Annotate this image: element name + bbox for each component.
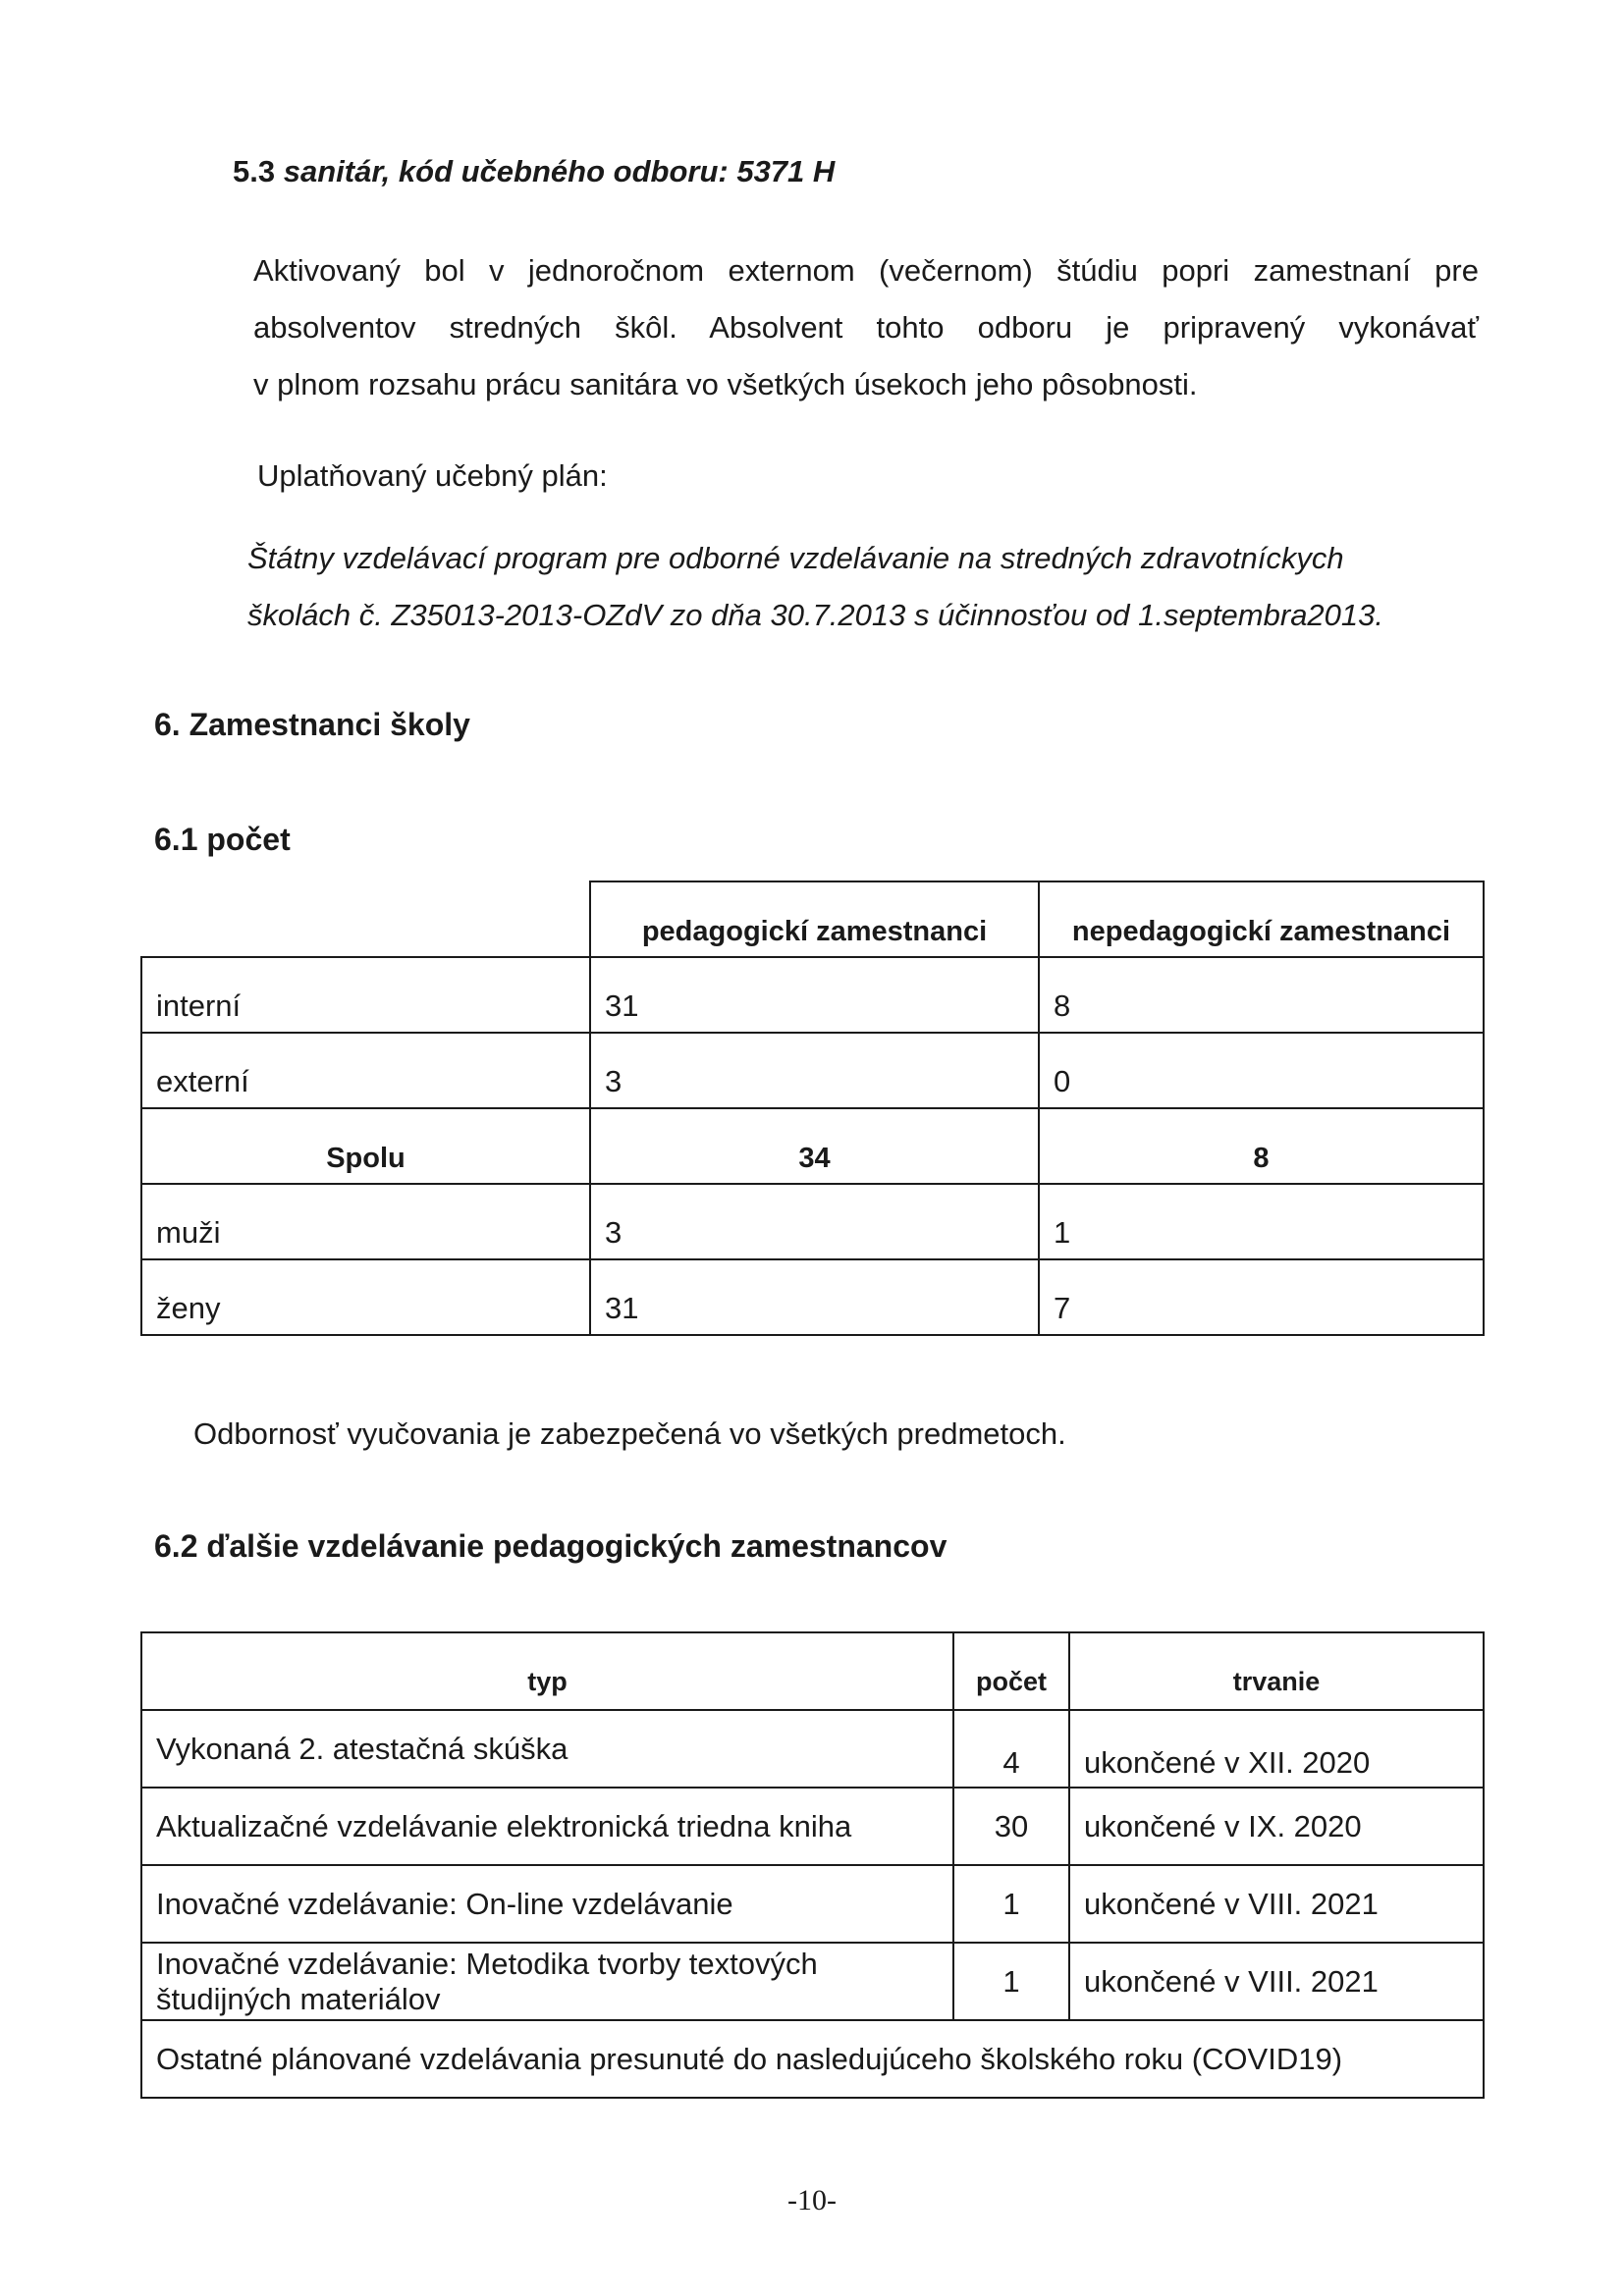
cell-type: Vykonaná 2. atestačná skúška <box>141 1710 953 1788</box>
cell-type-line-2: študijných materiálov <box>156 1981 441 2016</box>
paragraph-line-3: v plnom rozsahu prácu sanitára vo všetkých úsekoch jeho pôsobnosti. <box>253 367 1198 401</box>
section-6-2-heading: 6.2 ďalšie vzdelávanie pedagogických zamestnancov <box>154 1528 947 1564</box>
row-label: muži <box>141 1184 590 1259</box>
table-corner-cell <box>141 881 590 957</box>
plan-line-2: školách č. Z35013-2013-OZdV zo dňa 30.7.2013 s účinnosťou od 1.septembra2013. <box>247 598 1384 632</box>
table-row <box>141 1943 1484 2020</box>
section-6-1-note: Odbornosť vyučovania je zabezpečená vo všetkých predmetoch. <box>193 1416 1066 1451</box>
cell-duration: ukončené v VIII. 2021 <box>1069 1943 1484 2020</box>
cell-non-pedagogical: 8 <box>1039 957 1484 1033</box>
section-5-3-title: sanitár, kód učebného odboru: 5371 H <box>283 154 836 188</box>
header-type: typ <box>141 1632 953 1710</box>
section-5-3-number: 5.3 <box>233 154 276 188</box>
table-row <box>141 1033 1484 1108</box>
row-label: externí <box>141 1033 590 1108</box>
section-6-1-heading: 6.1 počet <box>154 822 291 857</box>
row-label: ženy <box>141 1259 590 1335</box>
cell-pedagogical-total: 34 <box>590 1108 1039 1184</box>
cell-duration: ukončené v IX. 2020 <box>1069 1788 1484 1865</box>
cell-duration: ukončené v XII. 2020 <box>1069 1710 1484 1788</box>
cell-pedagogical: 3 <box>590 1033 1039 1108</box>
training-table <box>140 1631 1485 2099</box>
row-label-total: Spolu <box>141 1108 590 1184</box>
header-duration: trvanie <box>1069 1632 1484 1710</box>
table-header-row <box>141 881 1484 957</box>
cell-pedagogical: 31 <box>590 957 1039 1033</box>
cell-pedagogical: 31 <box>590 1259 1039 1335</box>
plan-text <box>247 530 1483 644</box>
table-row <box>141 1865 1484 1943</box>
header-non-pedagogical: nepedagogickí zamestnanci <box>1039 881 1484 957</box>
cell-pedagogical: 3 <box>590 1184 1039 1259</box>
cell-type: Inovačné vzdelávanie: On-line vzdelávanie <box>141 1865 953 1943</box>
cell-duration: ukončené v VIII. 2021 <box>1069 1865 1484 1943</box>
plan-label: Uplatňovaný učebný plán: <box>257 458 608 493</box>
cell-type <box>141 1943 953 2020</box>
plan-line-1: Štátny vzdelávací program pre odborné vzdelávanie na stredných zdravotníckych <box>247 541 1344 575</box>
section-5-3-heading <box>233 154 835 189</box>
table-total-row <box>141 1108 1484 1184</box>
cell-footer-note: Ostatné plánované vzdelávania presunuté do nasledujúceho školského roku (COVID19) <box>141 2020 1484 2098</box>
cell-non-pedagogical: 0 <box>1039 1033 1484 1108</box>
cell-count: 30 <box>953 1788 1069 1865</box>
table-row <box>141 1710 1484 1788</box>
header-count: počet <box>953 1632 1069 1710</box>
table-row <box>141 1788 1484 1865</box>
cell-non-pedagogical: 1 <box>1039 1184 1484 1259</box>
table-row <box>141 1259 1484 1335</box>
table-footer-row <box>141 2020 1484 2098</box>
table-row <box>141 1184 1484 1259</box>
table-header-row <box>141 1632 1484 1710</box>
cell-type-line-1: Inovačné vzdelávanie: Metodika tvorby textových <box>156 1946 818 1981</box>
paragraph-line-1: Aktivovaný bol v jednoročnom externom (večernom) štúdiu popri zamestnaní pre <box>253 253 1479 288</box>
header-pedagogical: pedagogickí zamestnanci <box>590 881 1039 957</box>
cell-type: Aktualizačné vzdelávanie elektronická triedna kniha <box>141 1788 953 1865</box>
table-row <box>141 957 1484 1033</box>
section-6-heading: 6. Zamestnanci školy <box>154 707 470 742</box>
cell-non-pedagogical-total: 8 <box>1039 1108 1484 1184</box>
row-label: interní <box>141 957 590 1033</box>
staff-count-table <box>140 881 1485 1336</box>
section-5-3-paragraph <box>253 242 1479 413</box>
cell-count: 4 <box>953 1710 1069 1788</box>
page-number: -10- <box>787 2184 837 2216</box>
cell-non-pedagogical: 7 <box>1039 1259 1484 1335</box>
paragraph-line-2: absolventov stredných škôl. Absolvent tohto odboru je pripravený vykonávať <box>253 310 1479 345</box>
cell-count: 1 <box>953 1865 1069 1943</box>
cell-count: 1 <box>953 1943 1069 2020</box>
